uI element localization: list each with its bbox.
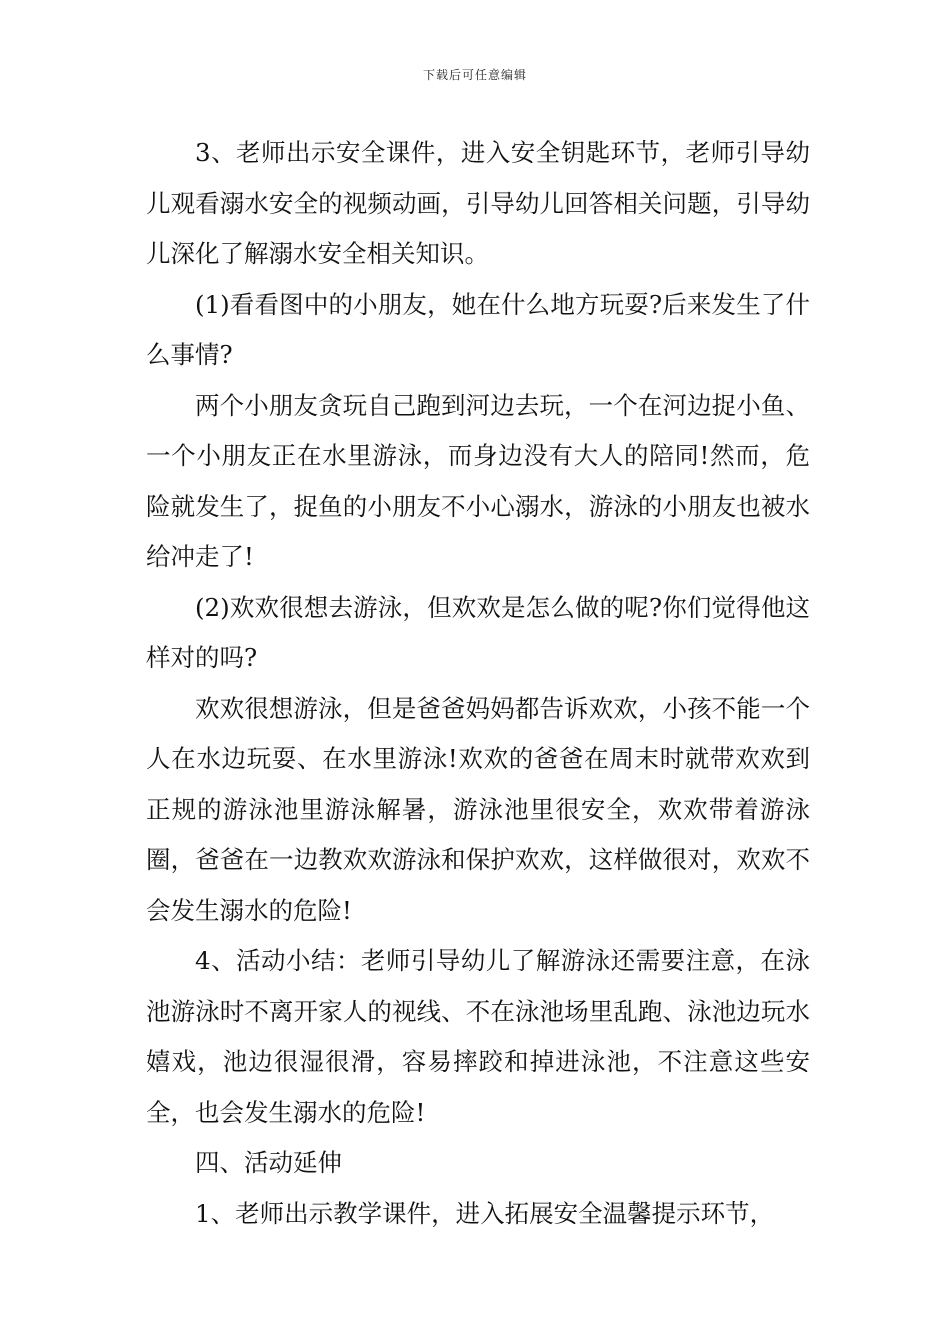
paragraph-answer-1: 两个小朋友贪玩自己跑到河边去玩，一个在河边捉小鱼、一个小朋友正在水里游泳，而身边没有大人的陪同!然而，危险就发生了，捉鱼的小朋友不小心溺水，游泳的小朋友也被水给冲走了!	[146, 390, 810, 571]
paragraph-answer-2: 欢欢很想游泳，但是爸爸妈妈都告诉欢欢，小孩不能一个人在水边玩耍、在水里游泳!欢欢的爸爸在周末时就带欢欢到正规的游泳池里游泳解暑，游泳池里很安全，欢欢带着游泳圈，爸爸在一边教欢欢游泳和保护欢欢，这样做很对，欢欢不会发生溺水的危险!	[146, 693, 810, 925]
document-body	[146, 128, 810, 1239]
paragraph-step-3: 3、老师出示安全课件，进入安全钥匙环节，老师引导幼儿观看溺水安全的视频动画，引导幼儿回答相关问题，引导幼儿深化了解溺水安全相关知识。	[146, 138, 810, 268]
section-heading-extension: 四、活动延伸	[195, 1148, 342, 1177]
paragraph-extension-1: 1、老师出示教学课件，进入拓展安全温馨提示环节，	[195, 1198, 775, 1228]
paragraph-question-1: (1)看看图中的小朋友，她在什么地方玩耍?后来发生了什么事情?	[146, 289, 810, 369]
paragraph-step-4-summary: 4、活动小结：老师引导幼儿了解游泳还需要注意，在泳池游泳时不离开家人的视线、不在泳池场里乱跑、泳池边玩水嬉戏，池边很湿很滑，容易摔跤和掉进泳池，不注意这些安全，也会发生溺水的危险!	[146, 946, 810, 1127]
page-header-note: 下载后可任意编辑	[422, 68, 527, 82]
paragraph-question-2: (2)欢欢很想去游泳，但欢欢是怎么做的呢?你们觉得他这样对的吗?	[146, 592, 810, 672]
